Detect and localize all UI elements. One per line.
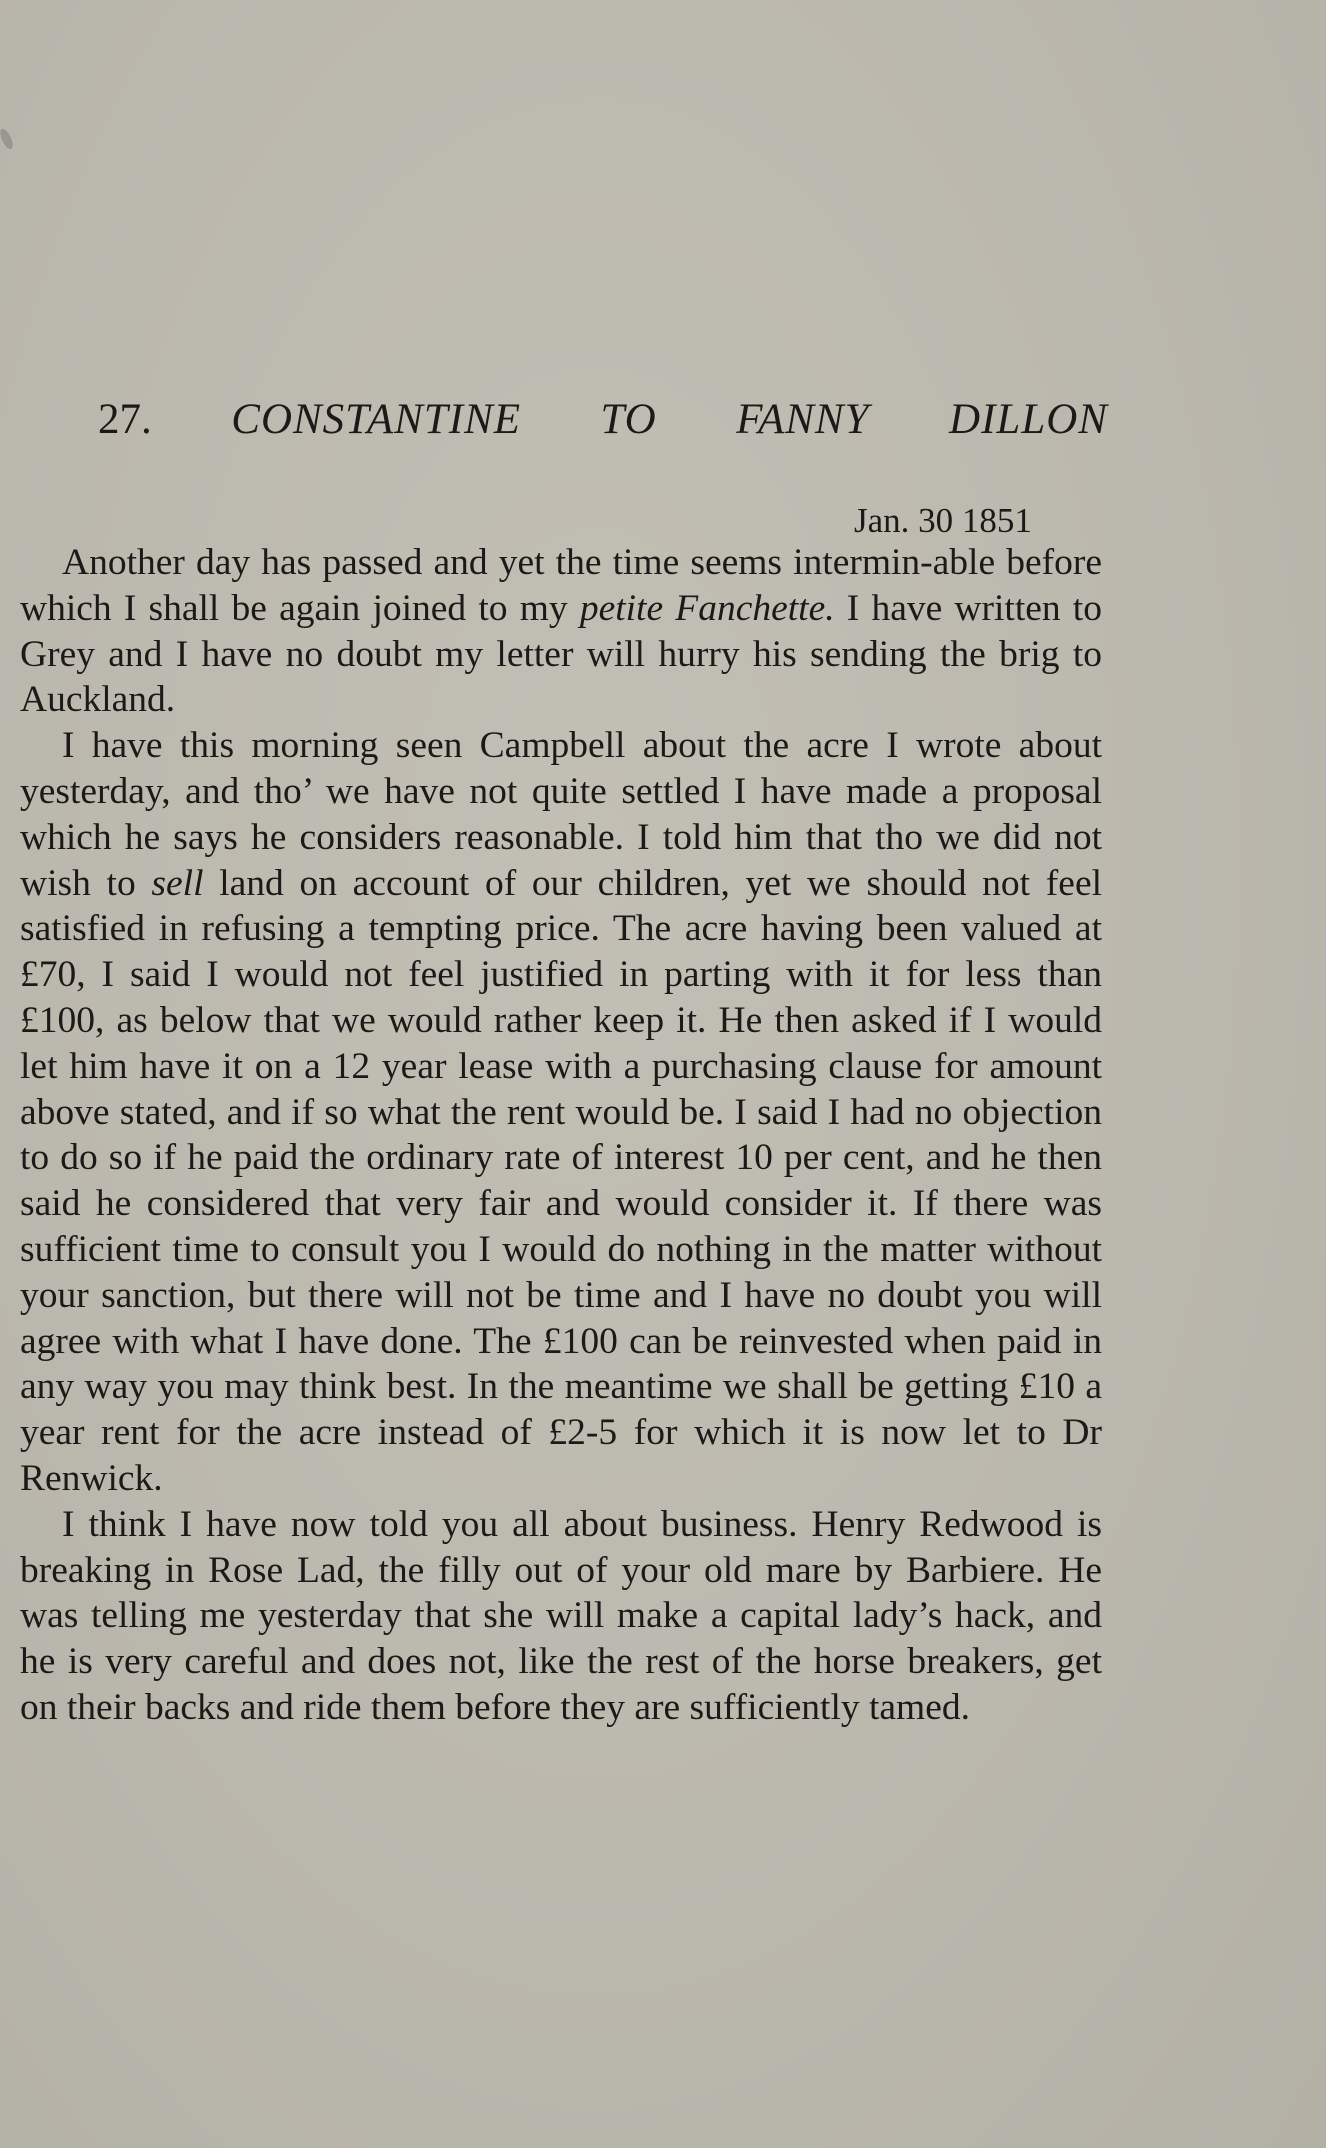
letter-body <box>20 540 1102 1731</box>
italic-phrase: petite Fanchette. <box>579 587 835 629</box>
paragraph-text: land on account of our children, yet we should not feel satisfied in refusing a tempting price. The acre having been valued at £70, I said I would not feel justified in parting with it for less than £100, as below that we would rather keep it. He then asked if I would let him have it on a 12 year lease with a purchasing clause for amount above stated, and if so what the rent would be. I said I had no objection to do so if he paid the ordinary rate of interest 10 per cent, and he then said he considered that very fair and would consider it. If there was sufficient time to consult you I would do nothing in the matter without your sanction, but there will not be time and I have no doubt you will agree with what I have done. The £100 can be reinvested when paid in any way you may think best. In the meantime we shall be getting £10 a year rent for the acre instead of £2-5 for which it is now let to Dr Renwick. <box>20 862 1103 1499</box>
letter-number: 27. <box>98 396 152 443</box>
paragraph-text: Another day has passed and yet the time seems intermin-able before which I shall be again joined to my <box>20 542 1102 629</box>
italic-word: sell <box>151 862 204 904</box>
paragraph-3 <box>20 1502 1102 1731</box>
heading-word: DILLON <box>949 396 1108 443</box>
paper-speck <box>0 127 15 151</box>
paragraph-text: I think I have now told you all about business. Henry Redwood is breaking in Rose Lad, the filly out of your old mare by Barbiere. He was telling me yesterday that she will make a capital lady’s hack, and he is very careful and does not, like the rest of the horse breakers, get on their backs and ride them before they are sufficiently tamed. <box>20 1503 1102 1728</box>
heading-word: CONSTANTINE <box>231 396 522 443</box>
heading-word: TO <box>600 396 657 443</box>
paragraph-1 <box>20 540 1102 723</box>
heading-word: FANNY <box>736 396 870 443</box>
paragraph-2 <box>20 723 1102 1502</box>
letter-heading <box>98 390 1108 450</box>
paragraph-text: I have written to Grey and I have no doubt my letter will hurry his sending the brig to Auckland. <box>20 587 1102 721</box>
letter-date: Jan. 30 1851 <box>854 501 1032 540</box>
paragraph-text: I have this morning seen Campbell about the acre I wrote about yesterday, and tho’ we have not quite settled I have made a proposal which he says he considers reasonable. I told him that tho we did not wish to <box>20 725 1102 904</box>
